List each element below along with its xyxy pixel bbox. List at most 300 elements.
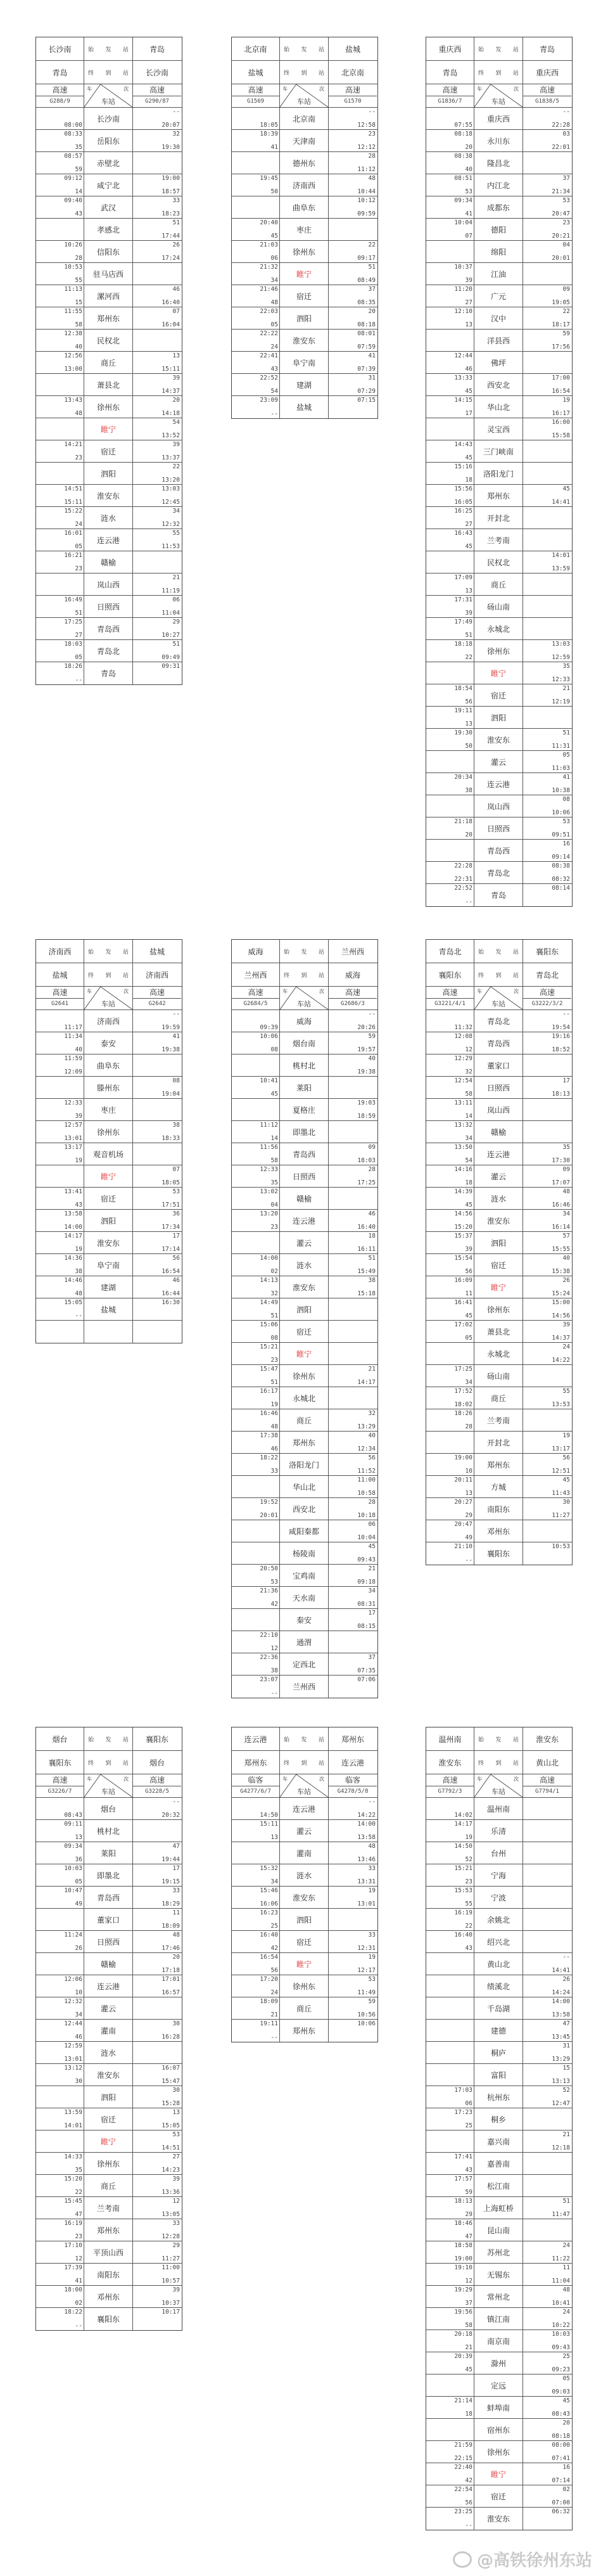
right-arrive: 24 xyxy=(562,2242,570,2249)
right-depart: 19:15 xyxy=(162,1878,180,1885)
left-arrive: 18:58 xyxy=(454,2242,472,2249)
station-name: 徐州东 xyxy=(474,640,523,662)
right-times xyxy=(523,2042,571,2063)
station-row xyxy=(426,2374,572,2397)
station-row xyxy=(36,1864,182,1887)
right-arrive: 28 xyxy=(368,153,376,160)
right-times xyxy=(133,618,181,639)
train-right xyxy=(523,84,571,107)
station-name: 连云港 xyxy=(280,1210,329,1231)
left-arrive: 11:24 xyxy=(64,1932,82,1938)
right-depart: 20:32 xyxy=(162,1812,180,1819)
station-name: 永城北 xyxy=(474,618,523,639)
right-times xyxy=(523,1520,571,1542)
station-row xyxy=(426,440,572,463)
station-name: 烟台南 xyxy=(280,1032,329,1054)
station-row xyxy=(426,2197,572,2219)
station-row xyxy=(36,374,182,396)
left-times xyxy=(426,2064,474,2086)
station-row xyxy=(232,1975,377,1997)
origin-label xyxy=(280,940,329,963)
left-times xyxy=(426,2330,474,2352)
left-arrive: 18:00 xyxy=(64,2286,82,2293)
train-type-left: 高速 xyxy=(232,987,279,999)
left-times xyxy=(232,1997,280,2019)
left-arrive: 17:57 xyxy=(454,2176,472,2182)
left-times xyxy=(426,640,474,662)
left-arrive: 22:03 xyxy=(260,308,278,315)
station-name: 商丘 xyxy=(84,2175,133,2196)
train-left xyxy=(232,1774,280,1797)
left-depart: 23 xyxy=(270,1224,278,1231)
left-times xyxy=(426,2352,474,2374)
train-label-right: 次 xyxy=(319,989,324,994)
origin-label xyxy=(280,37,329,60)
right-arrive: 30 xyxy=(172,2087,180,2094)
left-times xyxy=(232,1676,280,1698)
right-times xyxy=(133,418,181,440)
left-arrive: 17:39 xyxy=(64,2264,82,2271)
right-depart: 08:15 xyxy=(357,1623,376,1630)
train-type-right: 临客 xyxy=(329,1774,377,1786)
station-name: 孝感北 xyxy=(84,219,133,240)
right-times xyxy=(523,1454,571,1475)
right-times xyxy=(133,2241,181,2263)
left-depart: 46 xyxy=(465,366,472,373)
left-times xyxy=(426,196,474,218)
left-times xyxy=(232,285,280,307)
right-arrive: 53 xyxy=(562,818,570,825)
right-depart: 17:07 xyxy=(552,1179,570,1186)
station-name: 南阳东 xyxy=(84,2264,133,2285)
right-depart: 14:41 xyxy=(552,1967,570,1974)
left-times xyxy=(426,2374,474,2396)
left-times xyxy=(426,1188,474,1209)
left-times xyxy=(232,1498,280,1520)
right-depart: 07:59 xyxy=(357,343,376,350)
right-times xyxy=(133,529,181,551)
left-depart: 45 xyxy=(465,1201,472,1208)
origin-row xyxy=(426,37,572,61)
left-times xyxy=(426,1409,474,1431)
origin-row xyxy=(36,940,182,963)
left-arrive: 18:03 xyxy=(64,641,82,648)
right-depart: 09:18 xyxy=(357,1579,376,1586)
train-label-left: 车 xyxy=(477,989,482,994)
left-times xyxy=(232,196,280,218)
right-times xyxy=(523,1254,571,1276)
left-arrive: 19:56 xyxy=(454,2309,472,2316)
right-arrive: -- xyxy=(368,1011,376,1018)
station-row xyxy=(426,108,572,130)
station-row xyxy=(232,1609,377,1631)
station-name: 宿州东 xyxy=(474,2419,523,2440)
diagonal-header xyxy=(84,1774,133,1797)
right-arrive: 20 xyxy=(368,308,376,315)
right-arrive: 08:14 xyxy=(552,885,570,892)
right-times xyxy=(523,2153,571,2174)
origin-right: 兰州西 xyxy=(341,947,364,956)
left-times xyxy=(36,1143,84,1165)
right-times xyxy=(523,241,571,262)
station-name: 天水南 xyxy=(280,1587,329,1608)
right-times xyxy=(523,596,571,617)
right-times xyxy=(133,2197,181,2219)
right-depart: 13:29 xyxy=(552,2056,570,2063)
station-name: 泗阳 xyxy=(84,463,133,484)
right-times xyxy=(523,1210,571,1231)
right-times xyxy=(133,1232,181,1253)
origin-label xyxy=(474,940,523,963)
station-name: 长沙南 xyxy=(84,108,133,129)
left-arrive: 14:21 xyxy=(64,441,82,448)
origin-right: 郑州东 xyxy=(341,1734,364,1744)
station-row xyxy=(426,795,572,817)
right-arrive: 02 xyxy=(562,2486,570,2493)
left-depart: 40 xyxy=(75,343,82,350)
right-arrive: 10:06 xyxy=(357,2020,376,2027)
left-arrive: 13:32 xyxy=(454,1122,472,1129)
left-arrive: 17:10 xyxy=(64,2242,82,2249)
station-row xyxy=(36,330,182,352)
left-arrive: 18:09 xyxy=(260,1998,278,2005)
train-number-right: G3228/5 xyxy=(145,1788,169,1795)
train-label-left: 车 xyxy=(282,989,288,994)
station-row xyxy=(426,507,572,529)
left-times xyxy=(232,1520,280,1542)
left-times xyxy=(426,1143,474,1165)
right-depart: 15:11 xyxy=(162,366,180,373)
station-row xyxy=(232,1409,377,1432)
right-times xyxy=(523,1032,571,1054)
left-depart: 39 xyxy=(465,277,472,284)
right-times xyxy=(133,196,181,218)
station-name: 民权北 xyxy=(474,551,523,573)
right-arrive: 20 xyxy=(562,2419,570,2426)
train-right xyxy=(329,84,377,107)
station-name: 宿迁 xyxy=(280,1321,329,1342)
left-arrive: 16:09 xyxy=(454,1277,472,1284)
left-depart: -- xyxy=(465,1557,472,1564)
right-depart: 14:22 xyxy=(357,1812,376,1819)
left-depart: 05 xyxy=(75,1878,82,1885)
right-depart: 16:28 xyxy=(162,2034,180,2041)
right-arrive: 46 xyxy=(172,1277,180,1284)
right-times xyxy=(523,1409,571,1431)
station-row xyxy=(426,1975,572,1997)
left-depart: 52 xyxy=(465,1856,472,1863)
right-depart: 16:40 xyxy=(357,1224,376,1231)
right-arrive: 12 xyxy=(172,2198,180,2205)
left-depart: 25 xyxy=(270,1923,278,1930)
station-row xyxy=(36,2086,182,2108)
right-depart: 10:38 xyxy=(552,787,570,794)
station-row xyxy=(36,2197,182,2219)
right-depart: 13:58 xyxy=(552,2011,570,2018)
station-row xyxy=(426,1099,572,1121)
station-name: 秦安 xyxy=(280,1609,329,1631)
station-name: 灌云 xyxy=(474,1165,523,1187)
left-arrive: 12:57 xyxy=(64,1122,82,1129)
station-row xyxy=(426,196,572,219)
right-depart: 17:51 xyxy=(162,1201,180,1208)
origin-right: 襄阳东 xyxy=(535,947,559,956)
station-name: 重庆西 xyxy=(474,108,523,129)
right-times xyxy=(329,1975,377,1997)
left-arrive: 13:17 xyxy=(64,1144,82,1151)
left-times xyxy=(426,1054,474,1076)
left-times xyxy=(36,507,84,529)
terminus-label-text: 终到站 xyxy=(88,70,129,77)
station-row xyxy=(36,2064,182,2086)
station-name: 睢宁 xyxy=(280,1343,329,1364)
left-arrive: 17:49 xyxy=(454,618,472,625)
left-depart: 45 xyxy=(465,1312,472,1319)
left-depart: 28 xyxy=(465,1423,472,1430)
station-name: 郑州东 xyxy=(84,307,133,329)
station-name: 宿迁 xyxy=(474,1254,523,1276)
right-depart: 09:49 xyxy=(162,654,180,661)
left-depart: 41 xyxy=(75,2278,82,2284)
right-arrive: 59 xyxy=(368,1998,376,2005)
left-times xyxy=(232,1121,280,1143)
right-arrive: 53 xyxy=(172,2131,180,2138)
right-times xyxy=(523,1010,571,1032)
station-name: 邓州东 xyxy=(474,1520,523,1542)
left-times xyxy=(426,1387,474,1409)
right-times xyxy=(329,1587,377,1608)
left-arrive: 17:09 xyxy=(454,574,472,581)
left-times xyxy=(232,330,280,351)
right-arrive: 17 xyxy=(172,1865,180,1872)
right-times xyxy=(133,2264,181,2285)
right-arrive: 16:00 xyxy=(552,419,570,426)
right-times xyxy=(523,840,571,861)
right-times xyxy=(523,196,571,218)
train-label-right: 次 xyxy=(124,86,129,92)
train-right xyxy=(523,987,571,1009)
left-arrive: 17:02 xyxy=(454,1321,472,1328)
right-arrive: 31 xyxy=(562,2042,570,2049)
left-times xyxy=(426,618,474,639)
left-arrive: 09:34 xyxy=(64,1843,82,1850)
right-arrive: 28 xyxy=(368,1499,376,1506)
right-arrive: 05 xyxy=(562,752,570,759)
train-type-left: 高速 xyxy=(36,84,84,96)
right-arrive: 13 xyxy=(172,352,180,359)
station-row xyxy=(36,1077,182,1099)
right-times xyxy=(523,2086,571,2108)
station-name: 淮安东 xyxy=(474,2508,523,2530)
train-number-right: G2686/3 xyxy=(341,1001,365,1008)
left-times xyxy=(232,1887,280,1908)
right-depart: 11:43 xyxy=(552,1490,570,1497)
right-times xyxy=(523,2264,571,2285)
right-times xyxy=(133,374,181,395)
right-depart: 18:05 xyxy=(162,1179,180,1186)
right-arrive: 21 xyxy=(368,1565,376,1572)
right-times xyxy=(329,1953,377,1975)
station-name: 滕州东 xyxy=(84,1077,133,1098)
left-times xyxy=(426,2020,474,2041)
station-name: 岚山西 xyxy=(474,795,523,817)
left-depart: 43 xyxy=(75,210,82,217)
left-times xyxy=(426,1210,474,1231)
left-times xyxy=(426,1997,474,2019)
station-name: 商丘 xyxy=(280,1409,329,1431)
right-times xyxy=(523,418,571,440)
right-arrive: 09 xyxy=(562,286,570,293)
origin-row xyxy=(232,940,377,963)
station-name: 曲阜东 xyxy=(280,196,329,218)
station-row xyxy=(232,1099,377,1121)
right-arrive: 25 xyxy=(562,2353,570,2360)
left-depart: 18 xyxy=(465,2411,472,2418)
left-arrive: 10:03 xyxy=(64,1865,82,1872)
train-label-right: 次 xyxy=(124,1776,129,1782)
right-arrive: 16:07 xyxy=(162,2065,180,2072)
left-times xyxy=(232,1054,280,1076)
left-arrive: 19:52 xyxy=(260,1499,278,1506)
left-arrive: 15:06 xyxy=(260,1321,278,1328)
station-name: 郑州东 xyxy=(474,1454,523,1475)
left-depart: 34 xyxy=(75,2011,82,2018)
right-times xyxy=(133,285,181,307)
right-arrive: 22 xyxy=(368,241,376,248)
right-arrive: 22 xyxy=(562,308,570,315)
right-times xyxy=(523,1165,571,1187)
right-arrive: 32 xyxy=(172,131,180,138)
right-arrive: 11 xyxy=(172,1909,180,1916)
station-row xyxy=(232,1887,377,1909)
right-arrive: 30 xyxy=(172,2020,180,2027)
right-times xyxy=(523,1321,571,1342)
left-times xyxy=(426,817,474,839)
station-row xyxy=(36,1143,182,1165)
train-right xyxy=(329,987,377,1009)
station-row xyxy=(426,1254,572,1276)
left-depart: 58 xyxy=(270,1157,278,1164)
left-times xyxy=(36,440,84,462)
right-times xyxy=(523,352,571,373)
right-times xyxy=(133,352,181,373)
terminus-left: 郑州东 xyxy=(232,1751,280,1774)
left-depart: 42 xyxy=(465,2477,472,2484)
right-arrive: 17:00 xyxy=(552,375,570,381)
left-depart: 18 xyxy=(465,1179,472,1186)
right-arrive: 29 xyxy=(172,2242,180,2249)
station-name: 睢宁 xyxy=(474,1276,523,1298)
right-arrive: 21 xyxy=(368,1366,376,1373)
right-arrive: 05 xyxy=(562,2375,570,2382)
station-row xyxy=(426,2064,572,2086)
left-times xyxy=(426,1476,474,1497)
right-arrive: 46 xyxy=(172,286,180,293)
station-name: 泰安 xyxy=(84,1032,133,1054)
right-times xyxy=(329,1609,377,1631)
left-depart: 14:50 xyxy=(260,1812,278,1819)
station-name: 淮安东 xyxy=(280,1887,329,1908)
right-times xyxy=(329,1931,377,1952)
left-times xyxy=(36,485,84,506)
left-arrive: 15:56 xyxy=(454,485,472,492)
station-label: 车站 xyxy=(101,1000,115,1008)
left-arrive: 23:07 xyxy=(260,1676,278,1683)
station-row xyxy=(36,1210,182,1232)
left-times xyxy=(426,1520,474,1542)
station-row xyxy=(232,196,377,219)
left-arrive: 14:00 xyxy=(260,1255,278,1262)
origin-label-text: 始发站 xyxy=(284,949,324,956)
train-header xyxy=(426,987,572,1010)
terminus-right: 连云港 xyxy=(341,1758,364,1767)
left-times xyxy=(232,1631,280,1653)
right-arrive: 39 xyxy=(172,375,180,381)
right-times xyxy=(133,1975,181,1997)
timetable xyxy=(35,939,182,1343)
right-arrive: 33 xyxy=(172,1887,180,1894)
right-depart: 08:43 xyxy=(552,2411,570,2418)
station-row xyxy=(232,152,377,174)
right-times xyxy=(133,263,181,285)
left-arrive: 10:04 xyxy=(454,219,472,226)
right-arrive: 40 xyxy=(368,1055,376,1062)
right-times xyxy=(523,2241,571,2263)
left-depart: 18 xyxy=(465,477,472,484)
left-times xyxy=(36,1975,84,1997)
left-times xyxy=(426,2485,474,2507)
left-times xyxy=(36,418,84,440)
right-times xyxy=(523,817,571,839)
right-depart: 11:27 xyxy=(162,2255,180,2262)
right-times xyxy=(133,507,181,529)
station-name: 余姚北 xyxy=(474,1909,523,1930)
station-name: 襄阳东 xyxy=(474,1542,523,1565)
station-row xyxy=(426,1298,572,1321)
station-name: 观音机场 xyxy=(84,1143,133,1165)
left-times xyxy=(426,773,474,795)
train-label-right: 次 xyxy=(514,86,519,92)
right-times xyxy=(523,130,571,151)
station-row xyxy=(426,2175,572,2197)
station-name: 绩溪北 xyxy=(474,1975,523,1997)
left-arrive: 08:33 xyxy=(64,131,82,138)
train-label-right: 次 xyxy=(124,989,129,994)
left-arrive: 15:32 xyxy=(260,1865,278,1872)
timetable xyxy=(426,939,573,1565)
terminus-right: 黄山北 xyxy=(535,1758,559,1767)
right-arrive: 51 xyxy=(172,641,180,648)
left-arrive: 12:44 xyxy=(454,352,472,359)
station-row xyxy=(426,330,572,352)
right-times xyxy=(329,1077,377,1098)
right-times xyxy=(329,1542,377,1564)
station-row xyxy=(232,1653,377,1676)
left-times xyxy=(426,751,474,772)
train-left xyxy=(36,84,84,107)
terminus-label xyxy=(474,1751,523,1774)
origin-label xyxy=(474,37,523,60)
left-times xyxy=(36,2264,84,2285)
origin-label-text: 始发站 xyxy=(284,46,324,53)
right-times xyxy=(523,684,571,706)
left-times xyxy=(36,174,84,196)
station-row xyxy=(232,1842,377,1864)
left-times xyxy=(36,529,84,551)
right-times xyxy=(523,1953,571,1975)
station-name: 即墨北 xyxy=(280,1121,329,1143)
left-depart: 34 xyxy=(465,1379,472,1386)
